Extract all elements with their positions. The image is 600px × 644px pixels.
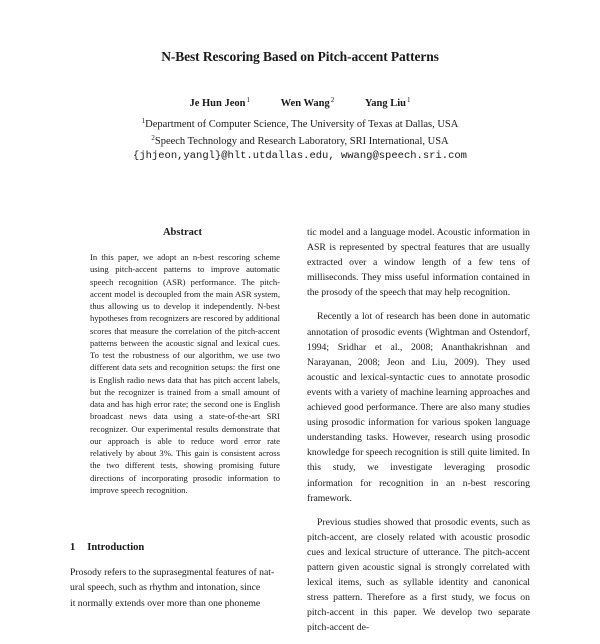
affiliation-mark: 2 xyxy=(151,134,155,142)
author xyxy=(281,98,335,109)
author-name: Je Hun Jeon xyxy=(189,98,246,109)
paragraph: Previous studies showed that prosodic events, such as pitch-accent, are closely related with acoustic prosodic cues and lexical structure of utterance. The pitch-accent pattern given acoustic signal is strongly correlated with lexical items, such as syllable identity and canonical stress pattern. Therefore as a first study, we focus on pitch-accent in this paper. We develop two separate pitch-accent de- xyxy=(307,516,530,634)
paragraph: tic model and a language model. Acoustic information in ASR is represented by spectral features that are usually extracted over a window length of a few tens of milliseconds. They miss useful information contained in the prosody of the speech that may help recognition. xyxy=(307,227,530,299)
text-line: Prosody refers to the suprasegmental features of nat- xyxy=(70,567,275,578)
affiliation-mark: 1 xyxy=(141,117,146,125)
author-emails: {jhjeon,yangl}@hlt.utdallas.edu, wwang@speech.sri.com xyxy=(133,150,467,162)
section-heading xyxy=(70,542,144,553)
affiliation xyxy=(0,117,600,130)
author-affil-mark: 1 xyxy=(407,96,411,104)
abstract-body: In this paper, we adopt an n-best rescoring scheme using pitch-accent patterns to improve automatic speech recognition (ASR) performance. The pitch-accent model is decoupled from the main ASR system, thus allowing us to develop it independently. N-best hypotheses from recognizers are rescored by additional scores that measure the correlation of the pitch-accent patterns between the acoustic signal and lexical cues. To test the robustness of our algorithm, we use two different data sets and recognition setups: the first one is English radio news data that has pitch accent labels, but the recognizer is trained from a small amount of data and has high error rate; the second one is English broadcast news data using a state-of-the-art SRI recognizer. Our experimental results demonstrate that our approach is able to reduce word error rate relatively by about 3%. This gain is consistent across the two different tests, showing promising future directions of incorporating prosodic information to improve speech recognition. xyxy=(90,252,280,495)
paper-title: N-Best Rescoring Based on Pitch-accent Patterns xyxy=(161,49,439,64)
affiliation-text: Speech Technology and Research Laboratory, SRI International, USA xyxy=(154,136,449,147)
author xyxy=(189,98,250,109)
author-name: Yang Liu xyxy=(364,98,407,109)
text-line: it normally extends over more than one phoneme xyxy=(70,597,261,609)
introduction-body xyxy=(70,565,292,611)
author-name: Wen Wang xyxy=(280,98,330,109)
right-column xyxy=(307,225,530,644)
text-line: ural speech, such as rhythm and intonation, since xyxy=(70,582,261,594)
abstract-heading: Abstract xyxy=(162,227,203,238)
author xyxy=(365,98,411,109)
author-list xyxy=(0,96,600,109)
section-number: 1 xyxy=(70,542,76,553)
author-affil-mark: 1 xyxy=(246,96,250,104)
section-title: Introduction xyxy=(87,542,145,553)
affiliation-text: Department of Computer Science, The University of Texas at Dallas, USA xyxy=(145,119,459,130)
paragraph: Recently a lot of research has been done in automatic annotation of prosodic events (Wightman and Ostendorf, 1994; Sridhar et al., 2008; Ananthakrishnan and Narayanan, 2008; Jeon and Liu, 2009). They used acoustic and lexical-syntactic cues to annotate prosodic events with a variety of machine learning approaches and achieved good performance. There are also many studies using prosodic information for various spoken language understanding tasks. However, research using prosodic knowledge for speech recognition is still quite limited. In this study, we investigate leveraging prosodic information for recognition in an n-best rescoring framework. xyxy=(307,311,530,504)
affiliation xyxy=(0,134,600,147)
author-affil-mark: 2 xyxy=(330,96,335,104)
